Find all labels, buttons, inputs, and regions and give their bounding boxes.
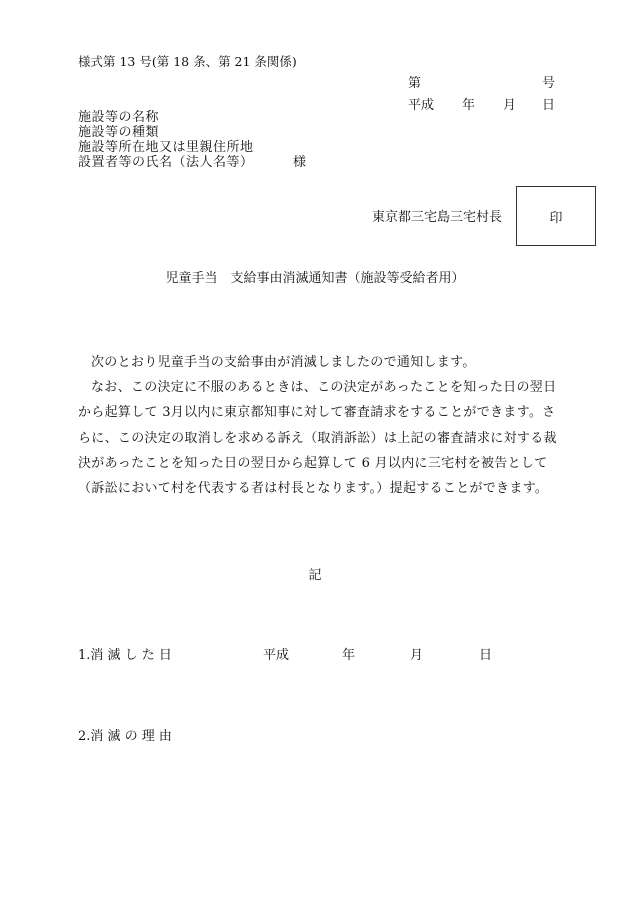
- document-number-prefix: 第: [408, 76, 422, 91]
- item2-label: 2.消 滅 の 理 由: [78, 729, 172, 744]
- seal-label: 印: [549, 210, 563, 226]
- sender-name: 東京都三宅島三宅村長: [372, 210, 503, 225]
- honorific-sama: 様: [293, 155, 307, 170]
- notice-paragraph-2: なお、この決定に不服のあるときは、この決定があったことを知った日の翌日から起算して 3月以内に東京都知事に対して審査請求をすることができます。さらに、この決定の取消しを求める訴え（取消訴訟）は上記の審査請求に対する裁決があったことを知った日の翌日から起算して 6 月以内に三宅村を被告として（訴訟において村を代表する者は村長となります。）提起することができます。: [78, 380, 557, 497]
- facility-name-label: 施設等の名称: [78, 110, 160, 125]
- item1-label: 1.消 滅 し た 日: [78, 648, 172, 663]
- ki-heading: 記: [308, 568, 322, 583]
- item1-month: 月: [410, 648, 424, 663]
- issue-date-year: 年: [462, 98, 476, 113]
- item1-day: 日: [479, 648, 493, 663]
- issue-date-era: 平成: [408, 98, 435, 113]
- item1-year: 年: [342, 648, 356, 663]
- item1-era: 平成: [263, 648, 290, 663]
- notice-paragraph-1: 次のとおり児童手当の支給事由が消滅しましたので通知します。: [91, 355, 476, 370]
- issue-date-day: 日: [542, 98, 556, 113]
- issue-date-month: 月: [503, 98, 517, 113]
- document-number-suffix: 号: [542, 76, 556, 91]
- founder-name-label: 設置者等の氏名（法人名等）: [78, 155, 254, 170]
- seal-box: [516, 186, 596, 246]
- facility-type-label: 施設等の種類: [78, 125, 160, 140]
- facility-address-label: 施設等所在地又は里親住所地: [78, 140, 254, 155]
- document-title: 児童手当 支給事由消滅通知書（施設等受給者用）: [165, 271, 465, 286]
- form-number: 様式第 13 号(第 18 条、第 21 条関係): [78, 54, 297, 69]
- notice-body: [78, 350, 558, 501]
